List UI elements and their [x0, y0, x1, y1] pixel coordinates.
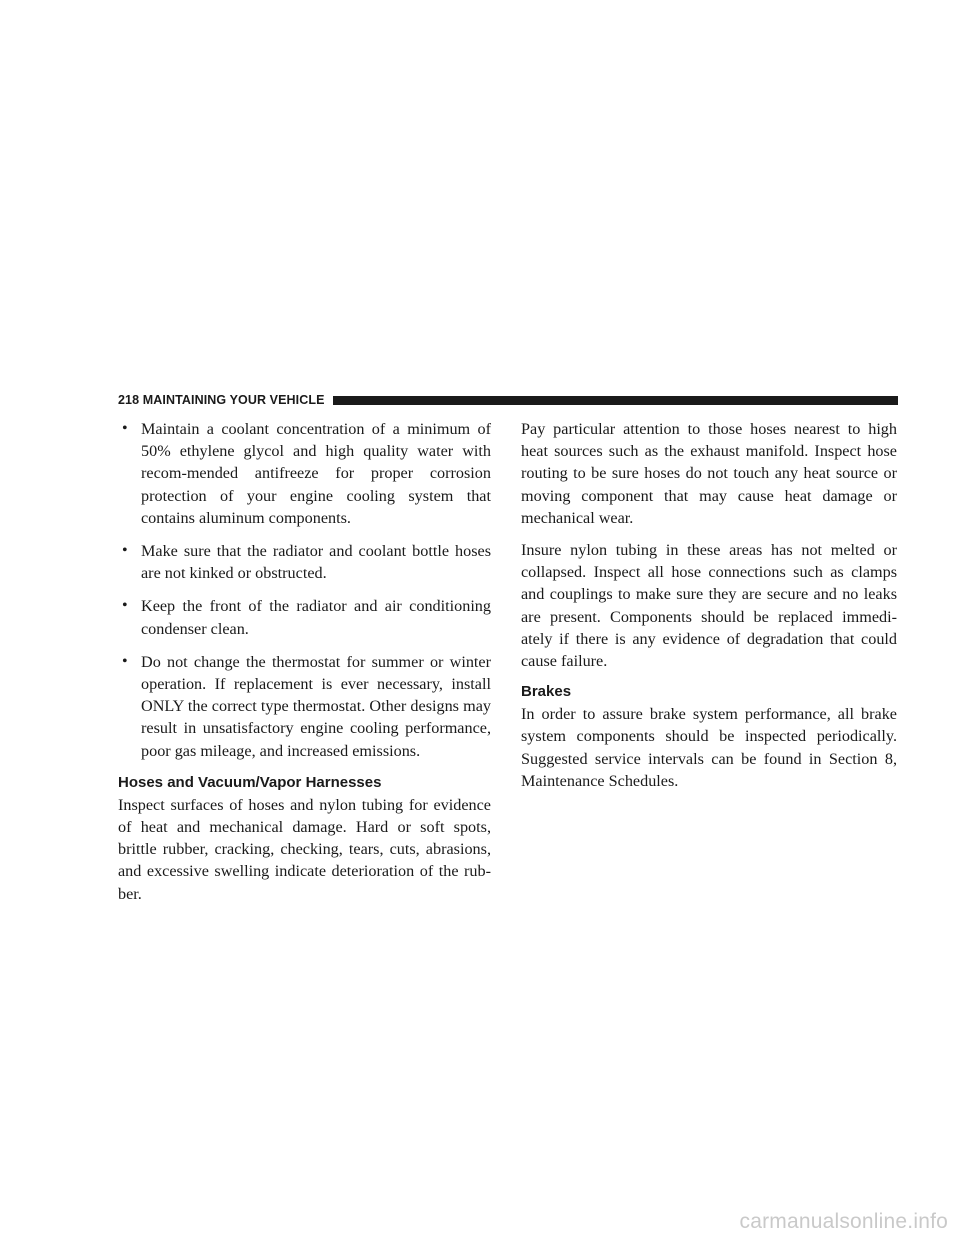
left-column [118, 418, 491, 905]
nylon-tubing-paragraph: Insure nylon tubing in these areas has not melted or collapsed. Inspect all hose connections such as clamps and couplings to make sure they are secure and no leaks are present. Components should be replaced immedi-ately if there is any evidence of degradation that could cause failure. [521, 541, 897, 671]
list-item [118, 595, 491, 639]
list-item [118, 540, 491, 584]
hoses-heading: Hoses and Vacuum/Vapor Harnesses [118, 773, 382, 791]
bullet-icon: • [122, 420, 128, 437]
list-item [118, 418, 491, 529]
header-rule [333, 396, 898, 405]
page-header [118, 390, 898, 410]
page-header-text [118, 393, 325, 407]
bullet-icon: • [122, 652, 128, 670]
section-title: MAINTAINING YOUR VEHICLE [142, 393, 325, 407]
right-column [521, 418, 897, 792]
bullet-icon: • [122, 597, 128, 615]
bullet-text: Make sure that the radiator and coolant bottle hoses are not kinked or obstructed. [141, 542, 491, 583]
list-item [118, 651, 491, 762]
hoses-attention-paragraph: Pay particular attention to those hoses nearest to high heat sources such as the exhaust manifold. Inspect hose routing to be sure hoses do not touch any heat source or moving component that may cause heat damage or mechanical wear. [521, 420, 897, 527]
watermark: carmanualsonline.info [739, 1210, 948, 1233]
bullet-text: Do not change the thermostat for summer or winter operation. If replacement is ever necessary, install ONLY the correct type thermostat. Other designs may result in unsatisfactory engine cooling performance, poor gas mileage, and increased emissions. [141, 652, 491, 760]
brakes-heading: Brakes [521, 683, 572, 701]
bullet-text: Maintain a coolant concentration of a minimum of 50% ethylene glycol and high quality water with recom-mended antifreeze for proper corrosion protection of your engine cooling system that contains aluminum components. [141, 420, 491, 527]
bullet-icon: • [122, 542, 128, 560]
brakes-paragraph: In order to assure brake system performance, all brake system components should be inspected periodically. Suggested service intervals can be found in Section 8, Maintenance Schedules. [521, 705, 897, 790]
page-number: 218 [118, 393, 140, 407]
hoses-paragraph: Inspect surfaces of hoses and nylon tubing for evidence of heat and mechanical damage. Hard or soft spots, brittle rubber, cracking, checking, tears, cuts, abrasions, and excessive swelling indicate deterioration of the rub-ber. [118, 795, 491, 903]
bullet-text: Keep the front of the radiator and air conditioning condenser clean. [141, 597, 491, 638]
coolant-bullet-list [118, 418, 491, 762]
